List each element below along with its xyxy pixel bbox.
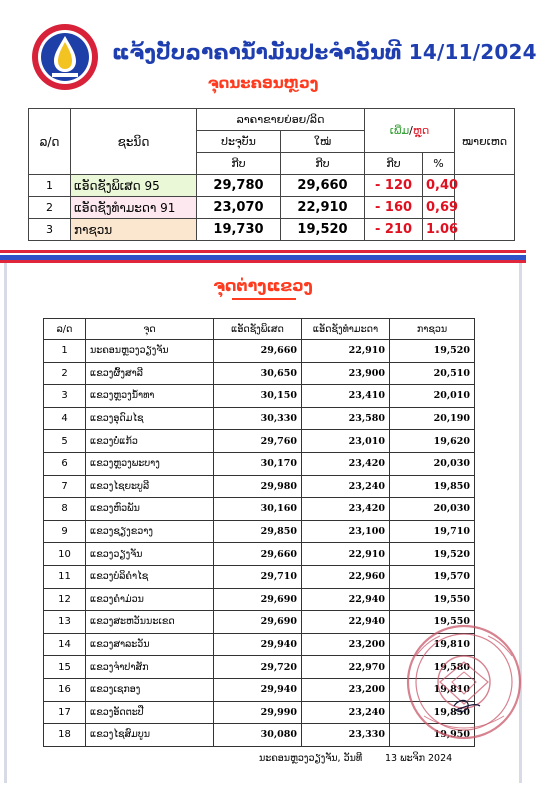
special-price: 29,660 — [214, 543, 302, 566]
divider-stripe-red — [0, 260, 526, 263]
col-current-header: ປະຈຸບັນ — [197, 131, 281, 153]
row-no: 8 — [44, 498, 86, 521]
province-name: ແຂວງວຽງຈັນ — [86, 543, 214, 566]
province-name: ແຂວງອຸດົມໄຊ — [86, 407, 214, 430]
province-row — [44, 701, 475, 724]
province-row — [44, 543, 475, 566]
price-change: - 120 — [365, 175, 423, 197]
price-row — [29, 219, 515, 241]
diesel-price: 20,030 — [390, 452, 475, 475]
col-retail-header: ລາຄາຂາຍຍ່ອຍ/ລິດ — [197, 109, 365, 131]
price-change: - 210 — [365, 219, 423, 241]
price-change-percent: 0,69 — [423, 197, 455, 219]
province-name: ແຂວງບໍລິຄຳໄຊ — [86, 565, 214, 588]
new-price: 22,910 — [281, 197, 365, 219]
regular-price: 22,940 — [302, 588, 390, 611]
diesel-price: 19,710 — [390, 520, 475, 543]
special-price: 29,990 — [214, 701, 302, 724]
fuel-name: ກາຊວນ — [71, 219, 197, 241]
province-name: ແຂວງຫຼວງນ້ຳທາ — [86, 385, 214, 408]
unit-percent: % — [423, 153, 455, 175]
diesel-price: 19,550 — [390, 588, 475, 611]
regular-price: 22,940 — [302, 611, 390, 634]
price-table — [28, 108, 515, 241]
province-row — [44, 611, 475, 634]
province-row — [44, 633, 475, 656]
provinces-header-row — [44, 319, 475, 340]
col-new-header: ໃໝ່ — [281, 131, 365, 153]
row-no: 10 — [44, 543, 86, 566]
col-diesel-header: ກາຊວນ — [390, 319, 475, 340]
card-left-border — [4, 263, 7, 783]
special-price: 29,940 — [214, 633, 302, 656]
change-decrease-label: ຫຼຸດ — [412, 124, 430, 137]
regular-price: 22,910 — [302, 340, 390, 363]
special-price: 30,170 — [214, 452, 302, 475]
col-note-header: ໝາຍເຫດ — [455, 109, 515, 175]
special-price: 29,980 — [214, 475, 302, 498]
province-row — [44, 385, 475, 408]
province-row — [44, 498, 475, 521]
regular-price: 22,910 — [302, 543, 390, 566]
footer-place: ນະຄອນຫຼວງວຽງຈັນ, ວັນທີ — [259, 753, 363, 764]
province-row — [44, 452, 475, 475]
price-row — [29, 197, 515, 219]
diesel-price: 19,520 — [390, 340, 475, 363]
row-no: 2 — [29, 197, 71, 219]
diesel-price: 19,810 — [390, 633, 475, 656]
page-title: ແຈ້ງປັບລາຄານ້ຳມັນປະຈຳວັນທີ 14/11/2024 — [112, 40, 537, 64]
province-name: ແຂວງຈຳປາສັກ — [86, 656, 214, 679]
row-no: 11 — [44, 565, 86, 588]
row-no: 4 — [44, 407, 86, 430]
col-no-header: ລ/ດ — [44, 319, 86, 340]
diesel-price: 19,810 — [390, 678, 475, 701]
province-name: ແຂວງສາລະວັນ — [86, 633, 214, 656]
provinces-body — [44, 340, 475, 747]
current-price: 19,730 — [197, 219, 281, 241]
current-price: 23,070 — [197, 197, 281, 219]
row-no: 14 — [44, 633, 86, 656]
regular-price: 22,970 — [302, 656, 390, 679]
special-price: 30,330 — [214, 407, 302, 430]
fuel-name: ແອັດຊັງທຳມະດາ 91 — [71, 197, 197, 219]
row-no: 1 — [44, 340, 86, 363]
title-underline — [232, 298, 296, 300]
regular-price: 23,420 — [302, 498, 390, 521]
special-price: 29,690 — [214, 611, 302, 634]
change-separator: / — [409, 124, 413, 137]
diesel-price: 19,550 — [390, 611, 475, 634]
special-price: 29,850 — [214, 520, 302, 543]
province-row — [44, 340, 475, 363]
col-regular-header: ແອັດຊັງທຳມະດາ — [302, 319, 390, 340]
row-no: 12 — [44, 588, 86, 611]
row-no: 18 — [44, 724, 86, 747]
col-type-header: ຊະນິດ — [71, 109, 197, 175]
special-price: 29,690 — [214, 588, 302, 611]
col-no-header: ລ/ດ — [29, 109, 71, 175]
footer-date: 13 ພະຈິກ 2024 — [385, 753, 453, 764]
diesel-price: 19,850 — [390, 475, 475, 498]
unit-kip: ກີບ — [197, 153, 281, 175]
note-cell — [455, 175, 515, 241]
col-special-header: ແອັດຊັງພິເສດ — [214, 319, 302, 340]
regular-price: 23,330 — [302, 724, 390, 747]
special-price: 29,720 — [214, 656, 302, 679]
diesel-price: 19,520 — [390, 543, 475, 566]
province-row — [44, 407, 475, 430]
location-subtitle: ຈຸດນະຄອນຫຼວງ — [207, 74, 319, 92]
special-price: 29,940 — [214, 678, 302, 701]
row-no: 13 — [44, 611, 86, 634]
province-name: ແຂວງຜົ້ງສາລີ — [86, 362, 214, 385]
regular-price: 23,580 — [302, 407, 390, 430]
province-name: ແຂວງຫຼວງພະບາງ — [86, 452, 214, 475]
province-name: ແຂວງອັດຕະປື — [86, 701, 214, 724]
diesel-price: 19,850 — [390, 701, 475, 724]
col-change-header — [365, 109, 455, 153]
change-increase-label: ເພີ່ມ — [389, 124, 410, 137]
row-no: 5 — [44, 430, 86, 453]
special-price: 29,760 — [214, 430, 302, 453]
row-no: 6 — [44, 452, 86, 475]
province-name: ແຂວງຄຳມ່ວນ — [86, 588, 214, 611]
special-price: 30,080 — [214, 724, 302, 747]
price-table-header-row — [29, 109, 515, 131]
special-price: 30,650 — [214, 362, 302, 385]
unit-kip: ກີບ — [365, 153, 423, 175]
current-price: 29,780 — [197, 175, 281, 197]
price-change-percent: 0,40 — [423, 175, 455, 197]
diesel-price: 20,510 — [390, 362, 475, 385]
province-name: ແຂວງສະຫວັນນະເຂດ — [86, 611, 214, 634]
row-no: 16 — [44, 678, 86, 701]
row-no: 2 — [44, 362, 86, 385]
province-name: ແຂວງໄຊຍະບູລີ — [86, 475, 214, 498]
province-row — [44, 565, 475, 588]
new-price: 29,660 — [281, 175, 365, 197]
row-no: 1 — [29, 175, 71, 197]
special-price: 30,150 — [214, 385, 302, 408]
province-name: ແຂວງຫົວພັນ — [86, 498, 214, 521]
special-price: 29,660 — [214, 340, 302, 363]
regular-price: 23,900 — [302, 362, 390, 385]
province-row — [44, 430, 475, 453]
price-row — [29, 175, 515, 197]
diesel-price: 19,570 — [390, 565, 475, 588]
provinces-table — [43, 318, 475, 747]
row-no: 3 — [44, 385, 86, 408]
regular-price: 23,100 — [302, 520, 390, 543]
regular-price: 23,240 — [302, 475, 390, 498]
row-no: 9 — [44, 520, 86, 543]
province-row — [44, 656, 475, 679]
province-name: ນະຄອນຫຼວງວຽງຈັນ — [86, 340, 214, 363]
province-row — [44, 475, 475, 498]
province-row — [44, 362, 475, 385]
diesel-price: 19,620 — [390, 430, 475, 453]
new-price: 19,520 — [281, 219, 365, 241]
unit-kip: ກີບ — [281, 153, 365, 175]
province-name: ແຂວງໄຊສົມບູນ — [86, 724, 214, 747]
province-name: ແຂວງເຊກອງ — [86, 678, 214, 701]
diesel-price: 20,010 — [390, 385, 475, 408]
province-row — [44, 588, 475, 611]
col-location-header: ຈຸດ — [86, 319, 214, 340]
fuel-name: ແອັດຊັງພິເສດ 95 — [71, 175, 197, 197]
diesel-price: 20,190 — [390, 407, 475, 430]
price-change: - 160 — [365, 197, 423, 219]
regular-price: 23,200 — [302, 633, 390, 656]
regular-price: 23,420 — [302, 452, 390, 475]
regular-price: 23,200 — [302, 678, 390, 701]
province-row — [44, 678, 475, 701]
row-no: 3 — [29, 219, 71, 241]
province-row — [44, 520, 475, 543]
diesel-price: 19,580 — [390, 656, 475, 679]
card-right-border — [519, 263, 522, 783]
row-no: 15 — [44, 656, 86, 679]
province-name: ແຂວງຊຽງຂວາງ — [86, 520, 214, 543]
regular-price: 23,010 — [302, 430, 390, 453]
special-price: 29,710 — [214, 565, 302, 588]
price-change-percent: 1.06 — [423, 219, 455, 241]
special-price: 30,160 — [214, 498, 302, 521]
province-row — [44, 724, 475, 747]
row-no: 7 — [44, 475, 86, 498]
regular-price: 23,240 — [302, 701, 390, 724]
price-announcement-card — [8, 8, 537, 252]
province-name: ແຂວງບໍ່ແກ້ວ — [86, 430, 214, 453]
row-no: 17 — [44, 701, 86, 724]
regular-price: 23,410 — [302, 385, 390, 408]
diesel-price: 19,950 — [390, 724, 475, 747]
regular-price: 22,960 — [302, 565, 390, 588]
diesel-price: 20,030 — [390, 498, 475, 521]
provinces-title: ຈຸດຕ່າງແຂວງ — [213, 276, 313, 295]
